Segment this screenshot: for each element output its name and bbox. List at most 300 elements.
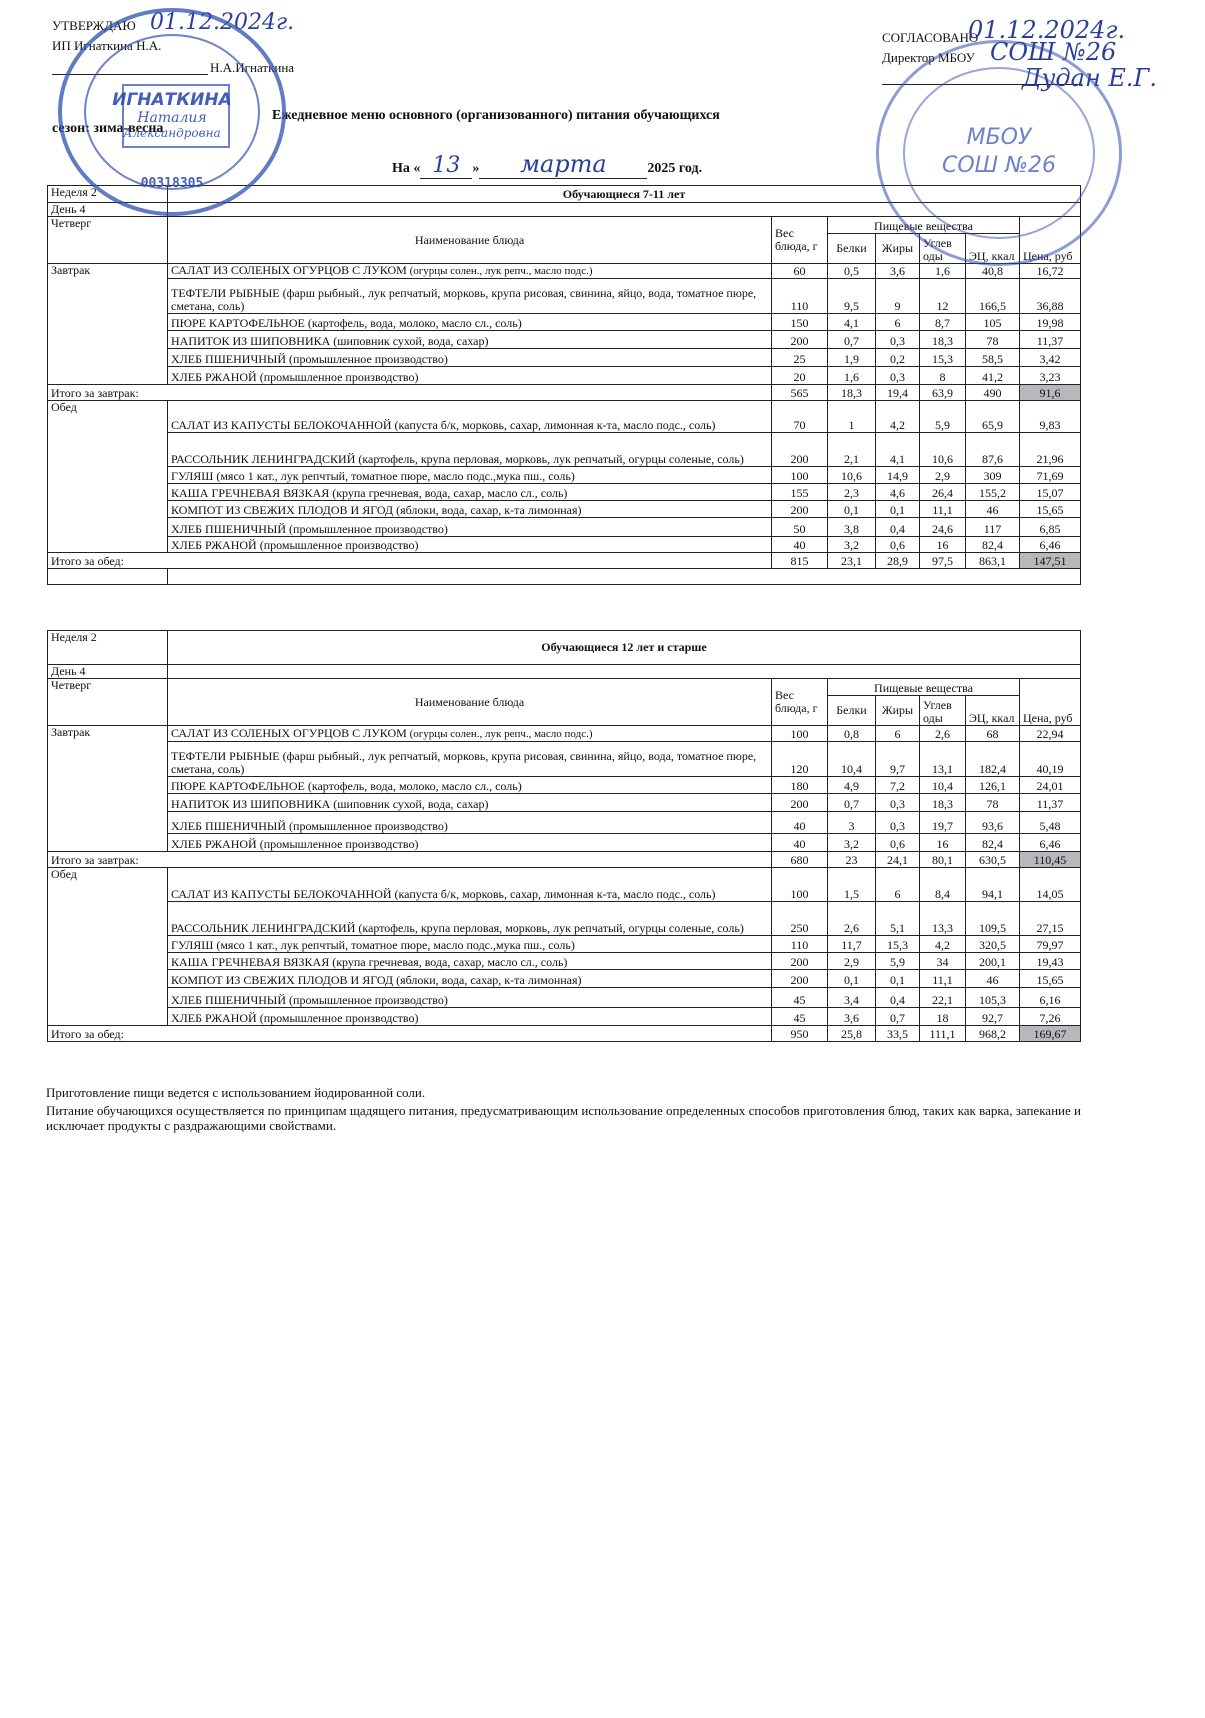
dish-name: [168, 834, 772, 852]
total-c: 63,9: [920, 385, 966, 401]
cell-f: 9,7: [876, 742, 920, 777]
dish-title: ХЛЕБ ПШЕНИЧНЫЙ (промышленное производство): [171, 819, 448, 833]
menu-table-7-11: [47, 185, 1081, 585]
cell-w: 60: [772, 264, 828, 279]
agreed-signature-handwritten: Дудан Е.Г.: [1022, 64, 1158, 92]
cell-e: 92,7: [966, 1008, 1020, 1026]
cell-c: 12: [920, 279, 966, 314]
cell-pr: 11,37: [1020, 794, 1081, 812]
total-c: 97,5: [920, 553, 966, 569]
right-stamp-text1: МБОУ: [966, 125, 1032, 150]
cell-w: 40: [772, 812, 828, 834]
week-label: Неделя 2: [48, 631, 168, 665]
breakfast-label: Завтрак: [48, 726, 168, 852]
cell-p: 3,4: [828, 988, 876, 1008]
cell-e: 105,3: [966, 988, 1020, 1008]
cell-p: 3,2: [828, 834, 876, 852]
approved-date-handwritten: 01.12.2024г.: [150, 10, 295, 35]
cell-pr: 16,72: [1020, 264, 1081, 279]
cell-w: 20: [772, 367, 828, 385]
cell-p: 0,7: [828, 794, 876, 812]
dish-title: КОМПОТ ИЗ СВЕЖИХ ПЛОДОВ И ЯГОД (яблоки, вода, сахар, к-та лимонная): [171, 503, 582, 517]
cell-p: 4,9: [828, 777, 876, 794]
cell-c: 11,1: [920, 501, 966, 518]
total-c: 80,1: [920, 852, 966, 868]
day-label: День 4: [48, 203, 168, 217]
dish-title: САЛАТ ИЗ КАПУСТЫ БЕЛОКОЧАННОЙ (капуста б/к, морковь, сахар, лимонная к-та, масло подс., соль): [171, 418, 716, 432]
cell-c: 18: [920, 1008, 966, 1026]
cell-p: 9,5: [828, 279, 876, 314]
dish-ingredients: (огурцы солен., лук репч., масло подс.): [406, 265, 593, 277]
cell-e: 93,6: [966, 812, 1020, 834]
col-fat-header: Жиры: [876, 234, 920, 264]
cell-e: 126,1: [966, 777, 1020, 794]
cell-p: 0,5: [828, 264, 876, 279]
cell-pr: 9,83: [1020, 401, 1081, 433]
cell-f: 5,1: [876, 902, 920, 936]
cell-c: 1,6: [920, 264, 966, 279]
day-spacer: [168, 203, 1081, 217]
cell-p: 1: [828, 401, 876, 433]
group-title: Обучающиеся 7-11 лет: [168, 186, 1081, 203]
cell-c: 24,6: [920, 518, 966, 537]
cell-e: 200,1: [966, 953, 1020, 970]
dish-name: [168, 467, 772, 484]
menu-table-12-plus: [47, 630, 1081, 1042]
cell-c: 18,3: [920, 794, 966, 812]
cell-p: 11,7: [828, 936, 876, 953]
total-label: Итого за завтрак:: [48, 385, 772, 401]
total-p: 18,3: [828, 385, 876, 401]
cell-pr: 3,42: [1020, 349, 1081, 367]
cell-f: 4,6: [876, 484, 920, 501]
total-w: 565: [772, 385, 828, 401]
left-stamp-first: Наталия: [137, 110, 207, 126]
cell-c: 11,1: [920, 970, 966, 988]
col-carbs-header: Углев оды: [920, 234, 966, 264]
left-stamp-name: ИГНАТКИНА: [112, 90, 232, 110]
cell-f: 9: [876, 279, 920, 314]
cell-p: 1,6: [828, 367, 876, 385]
weekday-label: Четверг: [48, 679, 168, 726]
spacer-cell: [168, 569, 1081, 585]
cell-c: 13,3: [920, 902, 966, 936]
cell-pr: 15,65: [1020, 501, 1081, 518]
day-label: День 4: [48, 665, 168, 679]
cell-e: 46: [966, 970, 1020, 988]
cell-e: 155,2: [966, 484, 1020, 501]
note-gentle-diet: Питание обучающихся осуществляется по принципам щадящего питания, предусматривающим использование определенных способов приготовления блюд, таких как варка, запекание и исключает продукты с раздражающими свойствами.: [46, 1103, 1081, 1133]
cell-c: 5,9: [920, 401, 966, 433]
dish-name: [168, 868, 772, 902]
cell-c: 18,3: [920, 331, 966, 349]
dish-name: [168, 537, 772, 553]
cell-pr: 7,26: [1020, 1008, 1081, 1026]
cell-c: 8: [920, 367, 966, 385]
approved-label: УТВЕРЖДАЮ: [52, 18, 136, 33]
cell-p: 0,8: [828, 726, 876, 742]
cell-w: 180: [772, 777, 828, 794]
col-dish-header: Наименование блюда: [168, 217, 772, 264]
cell-w: 100: [772, 726, 828, 742]
cell-pr: 36,88: [1020, 279, 1081, 314]
cell-e: 68: [966, 726, 1020, 742]
dish-name: [168, 264, 772, 279]
dish-name: [168, 484, 772, 501]
cell-w: 155: [772, 484, 828, 501]
dish-title: САЛАТ ИЗ СОЛЕНЫХ ОГУРЦОВ С ЛУКОМ: [171, 263, 407, 277]
cell-w: 100: [772, 868, 828, 902]
cell-f: 0,3: [876, 367, 920, 385]
cell-f: 15,3: [876, 936, 920, 953]
cell-pr: 6,46: [1020, 834, 1081, 852]
day-spacer: [168, 665, 1081, 679]
total-e: 490: [966, 385, 1020, 401]
cell-pr: 14,05: [1020, 868, 1081, 902]
cell-w: 250: [772, 902, 828, 936]
group-title: Обучающиеся 12 лет и старше: [168, 631, 1081, 665]
cell-e: 46: [966, 501, 1020, 518]
cell-p: 2,6: [828, 902, 876, 936]
dish-title: ТЕФТЕЛИ РЫБНЫЕ (фарш рыбный., лук репчатый, морковь, крупа рисовая, свинина, яйцо, вода, томатное пюре, сметана, соль): [171, 749, 757, 776]
dish-title: ХЛЕБ ПШЕНИЧНЫЙ (промышленное производство): [171, 352, 448, 366]
dish-title: КОМПОТ ИЗ СВЕЖИХ ПЛОДОВ И ЯГОД (яблоки, вода, сахар, к-та лимонная): [171, 973, 582, 987]
cell-w: 25: [772, 349, 828, 367]
dish-name: [168, 988, 772, 1008]
cell-f: 0,7: [876, 1008, 920, 1026]
agreed-org: Директор МБОУ: [882, 50, 975, 65]
cell-pr: 71,69: [1020, 467, 1081, 484]
agreed-label: СОГЛАСОВАНО: [882, 30, 979, 45]
total-p: 25,8: [828, 1026, 876, 1042]
cell-e: 65,9: [966, 401, 1020, 433]
cell-f: 0,1: [876, 501, 920, 518]
page-title: Ежедневное меню основного (организованного) питания обучающихся: [272, 108, 720, 123]
total-pr: 91,6: [1020, 385, 1081, 401]
cell-c: 16: [920, 537, 966, 553]
cell-c: 15,3: [920, 349, 966, 367]
date-line: [392, 150, 702, 179]
total-pr: 147,51: [1020, 553, 1081, 569]
cell-pr: 5,48: [1020, 812, 1081, 834]
cell-f: 6: [876, 868, 920, 902]
approver-org: ИП Игнаткина Н.А.: [52, 38, 162, 53]
cell-w: 110: [772, 936, 828, 953]
total-pr: 110,45: [1020, 852, 1081, 868]
dish-title: ГУЛЯШ (мясо 1 кат., лук репчтый, томатное пюре, масло подс.,мука пш., соль): [171, 469, 575, 483]
cell-w: 110: [772, 279, 828, 314]
cell-pr: 21,96: [1020, 433, 1081, 467]
dish-title: ХЛЕБ ПШЕНИЧНЫЙ (промышленное производство): [171, 993, 448, 1007]
cell-e: 41,2: [966, 367, 1020, 385]
cell-c: 34: [920, 953, 966, 970]
cell-p: 3,2: [828, 537, 876, 553]
cell-pr: 19,98: [1020, 314, 1081, 331]
dish-title: САЛАТ ИЗ КАПУСТЫ БЕЛОКОЧАННОЙ (капуста б/к, морковь, сахар, лимонная к-та, масло подс., соль): [171, 887, 716, 901]
cell-f: 0,1: [876, 970, 920, 988]
cell-c: 4,2: [920, 936, 966, 953]
cell-f: 0,4: [876, 988, 920, 1008]
total-p: 23,1: [828, 553, 876, 569]
cell-f: 0,3: [876, 812, 920, 834]
dish-name: [168, 331, 772, 349]
col-nutrients-header: Пищевые вещества: [828, 217, 1020, 234]
cell-e: 40,8: [966, 264, 1020, 279]
cell-f: 14,9: [876, 467, 920, 484]
cell-e: 109,5: [966, 902, 1020, 936]
cell-pr: 24,01: [1020, 777, 1081, 794]
col-fat-header: Жиры: [876, 696, 920, 726]
total-e: 630,5: [966, 852, 1020, 868]
col-price-header: Цена, руб: [1020, 679, 1081, 726]
agreed-org-handwritten: СОШ №26: [990, 38, 1117, 66]
col-carbs-header: Углев оды: [920, 696, 966, 726]
col-protein-header: Белки: [828, 234, 876, 264]
cell-w: 70: [772, 401, 828, 433]
cell-c: 10,4: [920, 777, 966, 794]
cell-pr: 6,46: [1020, 537, 1081, 553]
date-day-field: [420, 153, 472, 179]
agreed-date-handwritten: 01.12.2024г.: [968, 16, 1126, 44]
dish-name: [168, 401, 772, 433]
cell-w: 200: [772, 433, 828, 467]
cell-p: 10,6: [828, 467, 876, 484]
cell-e: 78: [966, 331, 1020, 349]
dish-title: КАША ГРЕЧНЕВАЯ ВЯЗКАЯ (крупа гречневая, вода, сахар, масло сл., соль): [171, 486, 568, 500]
cell-pr: 6,85: [1020, 518, 1081, 537]
cell-p: 3,6: [828, 1008, 876, 1026]
cell-e: 82,4: [966, 537, 1020, 553]
cell-w: 150: [772, 314, 828, 331]
cell-p: 10,4: [828, 742, 876, 777]
cell-f: 6: [876, 314, 920, 331]
dish-title: ТЕФТЕЛИ РЫБНЫЕ (фарш рыбный., лук репчатый, морковь, крупа рисовая, свинина, яйцо, вода, томатное пюре, сметана, соль): [171, 286, 757, 313]
cell-w: 45: [772, 1008, 828, 1026]
cell-c: 8,7: [920, 314, 966, 331]
cell-w: 40: [772, 834, 828, 852]
dish-ingredients: (огурцы солен., лук репч., масло подс.): [406, 728, 593, 740]
cell-e: 82,4: [966, 834, 1020, 852]
cell-pr: 3,23: [1020, 367, 1081, 385]
cell-pr: 15,07: [1020, 484, 1081, 501]
total-e: 968,2: [966, 1026, 1020, 1042]
cell-p: 2,9: [828, 953, 876, 970]
col-price-header: Цена, руб: [1020, 217, 1081, 264]
cell-c: 16: [920, 834, 966, 852]
cell-pr: 15,65: [1020, 970, 1081, 988]
cell-f: 0,6: [876, 537, 920, 553]
dish-title: РАССОЛЬНИК ЛЕНИНГРАДСКИЙ (картофель, крупа перловая, морковь, лук репчатый, огурцы соленые, соль): [171, 452, 744, 466]
cell-e: 309: [966, 467, 1020, 484]
cell-f: 0,4: [876, 518, 920, 537]
total-w: 950: [772, 1026, 828, 1042]
dish-name: [168, 794, 772, 812]
dish-title: ХЛЕБ ПШЕНИЧНЫЙ (промышленное производство): [171, 522, 448, 536]
cell-e: 87,6: [966, 433, 1020, 467]
dish-name: [168, 970, 772, 988]
dish-title: ПЮРЕ КАРТОФЕЛЬНОЕ (картофель, вода, молоко, масло сл., соль): [171, 779, 522, 793]
col-nutrients-header: Пищевые вещества: [828, 679, 1020, 696]
dish-name: [168, 518, 772, 537]
date-month-field: [479, 150, 647, 179]
dish-title: ХЛЕБ РЖАНОЙ (промышленное производство): [171, 1011, 419, 1025]
cell-c: 2,9: [920, 467, 966, 484]
date-mid: »: [472, 161, 480, 176]
cell-c: 2,6: [920, 726, 966, 742]
dish-name: [168, 902, 772, 936]
cell-p: 3,8: [828, 518, 876, 537]
cell-pr: 11,37: [1020, 331, 1081, 349]
cell-f: 3,6: [876, 264, 920, 279]
cell-w: 100: [772, 467, 828, 484]
total-w: 680: [772, 852, 828, 868]
cell-w: 50: [772, 518, 828, 537]
cell-f: 0,3: [876, 794, 920, 812]
cell-c: 8,4: [920, 868, 966, 902]
dish-name: [168, 742, 772, 777]
left-stamp-patronymic: Александровна: [123, 126, 221, 140]
dish-title: РАССОЛЬНИК ЛЕНИНГРАДСКИЙ (картофель, крупа перловая, морковь, лук репчатый, огурцы соленые, соль): [171, 921, 744, 935]
left-stamp-inner-ring: [84, 34, 260, 190]
cell-e: 58,5: [966, 349, 1020, 367]
total-f: 24,1: [876, 852, 920, 868]
cell-f: 6: [876, 726, 920, 742]
dish-name: [168, 953, 772, 970]
col-energy-header: ЭЦ, ккал: [966, 234, 1020, 264]
date-prefix: На «: [392, 161, 421, 176]
approver-signature-name: Н.А.Игнаткина: [210, 60, 295, 75]
total-p: 23: [828, 852, 876, 868]
total-label: Итого за обед:: [48, 553, 772, 569]
dish-name: [168, 777, 772, 794]
cell-e: 117: [966, 518, 1020, 537]
dish-title: НАПИТОК ИЗ ШИПОВНИКА (шиповник сухой, вода, сахар): [171, 334, 489, 348]
cell-c: 19,7: [920, 812, 966, 834]
cell-w: 200: [772, 501, 828, 518]
dish-title: НАПИТОК ИЗ ШИПОВНИКА (шиповник сухой, вода, сахар): [171, 797, 489, 811]
cell-e: 320,5: [966, 936, 1020, 953]
cell-p: 4,1: [828, 314, 876, 331]
dish-title: КАША ГРЕЧНЕВАЯ ВЯЗКАЯ (крупа гречневая, вода, сахар, масло сл., соль): [171, 955, 568, 969]
total-f: 28,9: [876, 553, 920, 569]
cell-f: 0,3: [876, 331, 920, 349]
cell-p: 3: [828, 812, 876, 834]
cell-e: 105: [966, 314, 1020, 331]
cell-w: 200: [772, 953, 828, 970]
cell-p: 0,1: [828, 501, 876, 518]
total-label: Итого за завтрак:: [48, 852, 772, 868]
cell-f: 7,2: [876, 777, 920, 794]
dish-name: [168, 314, 772, 331]
cell-w: 40: [772, 537, 828, 553]
cell-f: 4,1: [876, 433, 920, 467]
left-stamp-center-box: [122, 84, 230, 148]
cell-e: 166,5: [966, 279, 1020, 314]
cell-e: 78: [966, 794, 1020, 812]
total-pr: 169,67: [1020, 1026, 1081, 1042]
cell-c: 13,1: [920, 742, 966, 777]
cell-w: 200: [772, 970, 828, 988]
cell-p: 2,1: [828, 433, 876, 467]
cell-pr: 40,19: [1020, 742, 1081, 777]
lunch-label: Обед: [48, 868, 168, 1026]
total-f: 33,5: [876, 1026, 920, 1042]
col-weight-header: Вес блюда, г: [772, 679, 828, 726]
cell-w: 200: [772, 331, 828, 349]
breakfast-label: Завтрак: [48, 264, 168, 385]
week-label: Неделя 2: [48, 186, 168, 203]
col-energy-header: ЭЦ, ккал: [966, 696, 1020, 726]
dish-name: [168, 367, 772, 385]
dish-title: САЛАТ ИЗ СОЛЕНЫХ ОГУРЦОВ С ЛУКОМ: [171, 726, 407, 740]
cell-e: 182,4: [966, 742, 1020, 777]
dish-name: [168, 936, 772, 953]
dish-name: [168, 726, 772, 742]
cell-p: 2,3: [828, 484, 876, 501]
cell-w: 120: [772, 742, 828, 777]
dish-title: ХЛЕБ РЖАНОЙ (промышленное производство): [171, 837, 419, 851]
cell-w: 200: [772, 794, 828, 812]
note-iodized-salt: Приготовление пищи ведется с использованием йодированной соли.: [46, 1085, 426, 1100]
cell-c: 22,1: [920, 988, 966, 1008]
col-weight-header: Вес блюда, г: [772, 217, 828, 264]
date-month: марта: [520, 150, 607, 178]
cell-c: 10,6: [920, 433, 966, 467]
cell-p: 0,7: [828, 331, 876, 349]
cell-p: 1,9: [828, 349, 876, 367]
dish-title: ГУЛЯШ (мясо 1 кат., лук репчтый, томатное пюре, масло подс.,мука пш., соль): [171, 938, 575, 952]
cell-f: 0,2: [876, 349, 920, 367]
cell-pr: 19,43: [1020, 953, 1081, 970]
dish-name: [168, 433, 772, 467]
dish-title: ПЮРЕ КАРТОФЕЛЬНОЕ (картофель, вода, молоко, масло сл., соль): [171, 316, 522, 330]
total-c: 111,1: [920, 1026, 966, 1042]
cell-pr: 22,94: [1020, 726, 1081, 742]
dish-name: [168, 279, 772, 314]
total-f: 19,4: [876, 385, 920, 401]
date-suffix: 2025 год.: [647, 161, 703, 176]
cell-pr: 79,97: [1020, 936, 1081, 953]
cell-c: 26,4: [920, 484, 966, 501]
col-dish-header: Наименование блюда: [168, 679, 772, 726]
notes: [46, 1085, 1121, 1133]
dish-name: [168, 349, 772, 367]
dish-name: [168, 812, 772, 834]
total-e: 863,1: [966, 553, 1020, 569]
cell-pr: 27,15: [1020, 902, 1081, 936]
cell-f: 4,2: [876, 401, 920, 433]
season-label: сезон: зима-весна: [52, 121, 164, 136]
signature-line: [52, 74, 208, 75]
total-label: Итого за обед:: [48, 1026, 772, 1042]
cell-e: 94,1: [966, 868, 1020, 902]
dish-title: ХЛЕБ РЖАНОЙ (промышленное производство): [171, 370, 419, 384]
date-day: 13: [432, 153, 461, 178]
left-stamp-number: 00318305: [140, 176, 204, 191]
weekday-label: Четверг: [48, 217, 168, 264]
cell-p: 1,5: [828, 868, 876, 902]
total-w: 815: [772, 553, 828, 569]
spacer-cell: [48, 569, 168, 585]
right-stamp-text2: СОШ №26: [941, 153, 1057, 178]
dish-name: [168, 501, 772, 518]
col-protein-header: Белки: [828, 696, 876, 726]
lunch-label: Обед: [48, 401, 168, 553]
dish-title: ХЛЕБ РЖАНОЙ (промышленное производство): [171, 538, 419, 552]
dish-name: [168, 1008, 772, 1026]
cell-w: 45: [772, 988, 828, 1008]
cell-pr: 6,16: [1020, 988, 1081, 1008]
